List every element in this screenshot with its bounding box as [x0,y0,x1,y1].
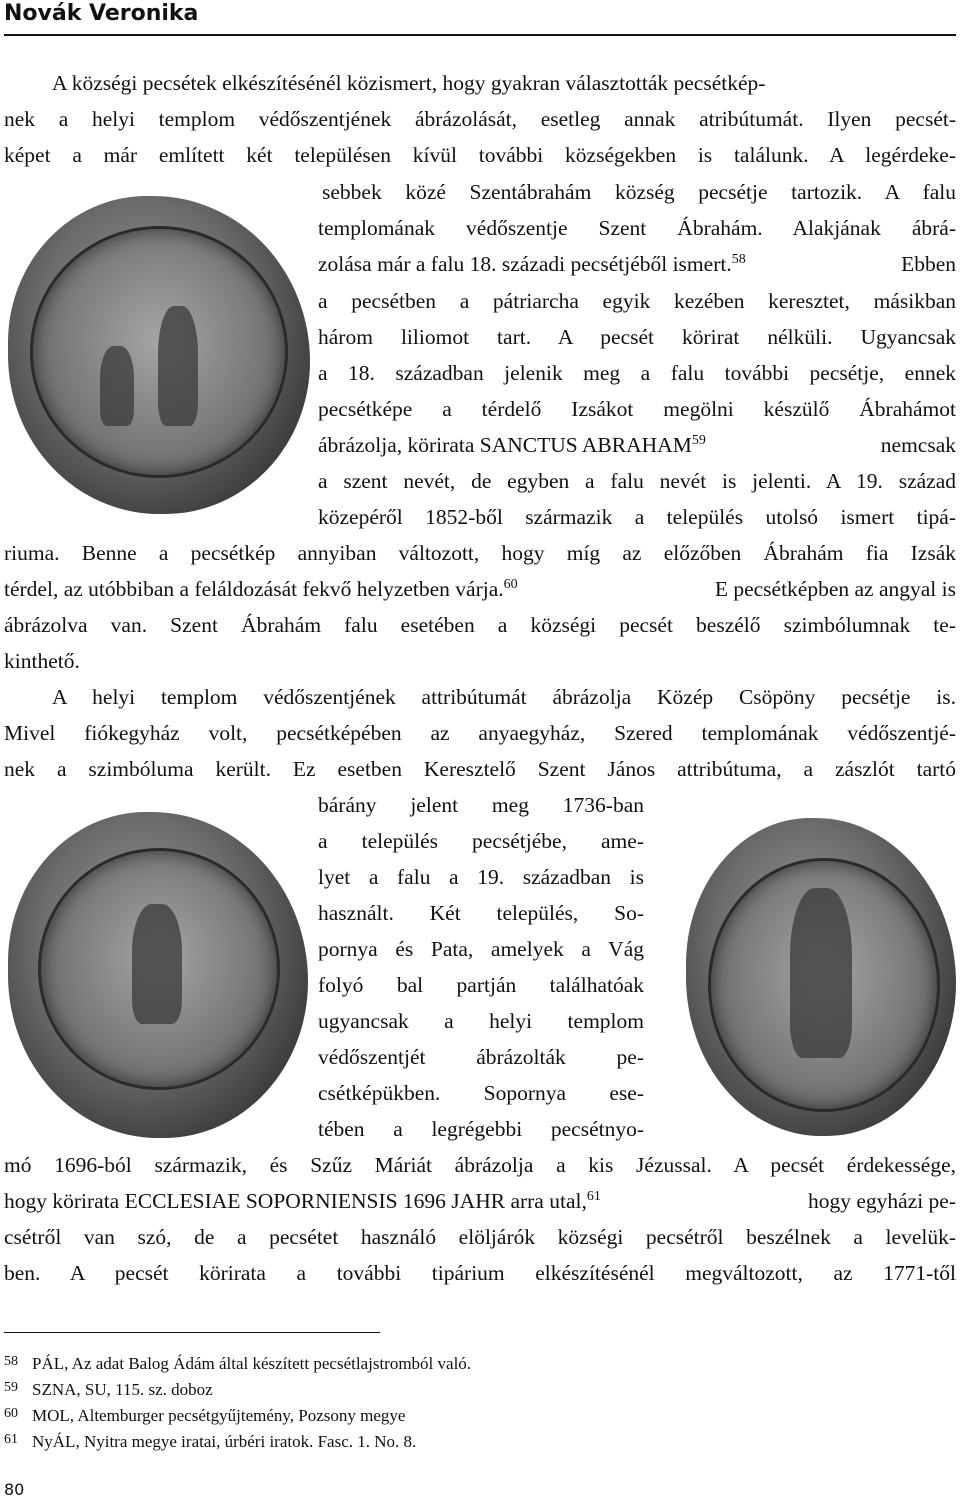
body-line: nek a szimbóluma került. Ez esetben Keresztelő Szent János attribútuma, a zászlót tartó [4,757,956,781]
body-line [318,249,956,279]
body-line: a 18. században jelenik meg a falu további pecsétje, ennek [318,361,956,385]
body-line: képet a már említett két településen kívül további községekben is találunk. A legérdeke- [4,143,956,167]
body-line: kinthető. [4,649,80,673]
seal-figure [132,904,182,1024]
body-line [4,1186,956,1216]
footnote-number: 61 [4,1432,18,1447]
body-line: ugyancsak a helyi templom [318,1009,644,1033]
body-line: riuma. Benne a pecsétkép annyiban változott, hogy míg az előzőben Ábrahám fia Izsák [4,541,956,565]
footnote-text: MOL, Altemburger pecsétgyűjtemény, Pozsony megye [32,1406,406,1425]
footnote-text: SZNA, SU, 115. sz. doboz [32,1380,213,1399]
body-line: bárány jelent meg 1736-ban [318,793,644,817]
body-line-text: Ebben [901,252,956,276]
body-line-text: nemcsak [880,433,956,457]
footnote [4,1376,213,1402]
footnote-number: 59 [4,1380,18,1395]
page-number: 80 [4,1480,25,1499]
footnote-ref: 61 [586,1189,601,1204]
body-line: a település pecsétjébe, ame- [318,829,644,853]
seal-sopornya-image [8,812,308,1138]
seal-figure [790,888,852,1058]
body-line: lyet a falu a 19. században is [318,865,644,889]
footnote [4,1350,471,1376]
footnote-ref: 58 [731,252,746,267]
seal-pata-image [686,818,956,1136]
body-line-text: E pecsétképben az angyal is [714,577,956,601]
seal-figure [158,306,198,426]
footnote [4,1402,405,1428]
body-line [318,430,956,460]
body-line: közepéről 1852-ből származik a település utolsó ismert tipá- [318,505,956,529]
footnote-number: 58 [4,1354,18,1369]
body-line: folyó bal partján találhatóak [318,973,644,997]
footnote-number: 60 [4,1406,18,1421]
footnote-ref: 59 [691,433,706,448]
body-line-text: hogy körirata ECCLESIAE SOPORNIENSIS 1696 JAHR arra utal, [4,1189,587,1213]
body-line-text: ábrázolja, körirata SANCTUS ABRAHAM [318,433,692,457]
body-line [4,574,956,604]
footnote [4,1428,416,1454]
footnote-ref: 60 [503,577,518,592]
body-line-text: zolása már a falu 18. századi pecsétjéből ismert. [318,252,732,276]
body-line-text: hogy egyházi pe- [807,1189,956,1213]
body-line: ábrázolva van. Szent Ábrahám falu esetében a községi pecsét beszélő szimbólumnak te- [4,613,956,637]
header-rule [4,34,956,36]
seal-szentabraham-image [8,196,310,514]
body-line: sebbek közé Szentábrahám község pecsétje tartozik. A falu [322,180,956,204]
footnote-text: PÁL, Az adat Balog Ádám által készített pecsétlajstromból való. [32,1354,472,1373]
body-line: templomának védőszentje Szent Ábrahám. Alakjának ábrá- [318,216,956,240]
body-line: mó 1696-ból származik, és Szűz Máriát ábrázolja a kis Jézussal. A pecsét érdekessége, [4,1153,956,1177]
body-line: pecsétképe a térdelő Izsákot megölni készülő Ábrahámot [318,397,956,421]
running-head: Novák Veronika [4,1,199,26]
footnote-text: NyÁL, Nyitra megye iratai, úrbéri iratok. Fasc. 1. No. 8. [32,1432,417,1451]
body-line: ben. A pecsét körirata a további tipárium elkészítésénél megváltozott, az 1771-től [4,1261,956,1285]
body-line: A községi pecsétek elkészítésénél közismert, hogy gyakran választották pecsétkép- [52,71,766,95]
footnote-rule [4,1332,380,1333]
body-line: három liliomot tart. A pecsét körirat nélküli. Ugyancsak [318,325,956,349]
body-line: védőszentjét ábrázolták pe- [318,1045,644,1069]
body-line: nek a helyi templom védőszentjének ábrázolását, esetleg annak atribútumát. Ilyen pecsét- [4,107,956,131]
body-line: pornya és Pata, amelyek a Vág [318,937,644,961]
body-line: tében a legrégebbi pecsétnyo- [318,1117,644,1141]
body-line: A helyi templom védőszentjének attribútumát ábrázolja Közép Csöpöny pecsétje is. [52,685,956,709]
body-line: csétről van szó, de a pecsétet használó elöljárók községi pecsétről beszélnek a levelük- [4,1225,956,1249]
seal-figure [100,346,134,426]
body-line: a pecsétben a pátriarcha egyik kezében keresztet, másikban [318,289,956,313]
body-line: csétképükben. Sopornya ese- [318,1081,644,1105]
body-line: használt. Két település, So- [318,901,644,925]
body-line: Mivel fiókegyház volt, pecsétképében az anyaegyház, Szered templomának védőszentjé- [4,721,956,745]
body-line: a szent nevét, de egyben a falu nevét is jelenti. A 19. század [318,469,956,493]
body-line-text: térdel, az utóbbiban a feláldozását fekvő helyzetben várja. [4,577,504,601]
